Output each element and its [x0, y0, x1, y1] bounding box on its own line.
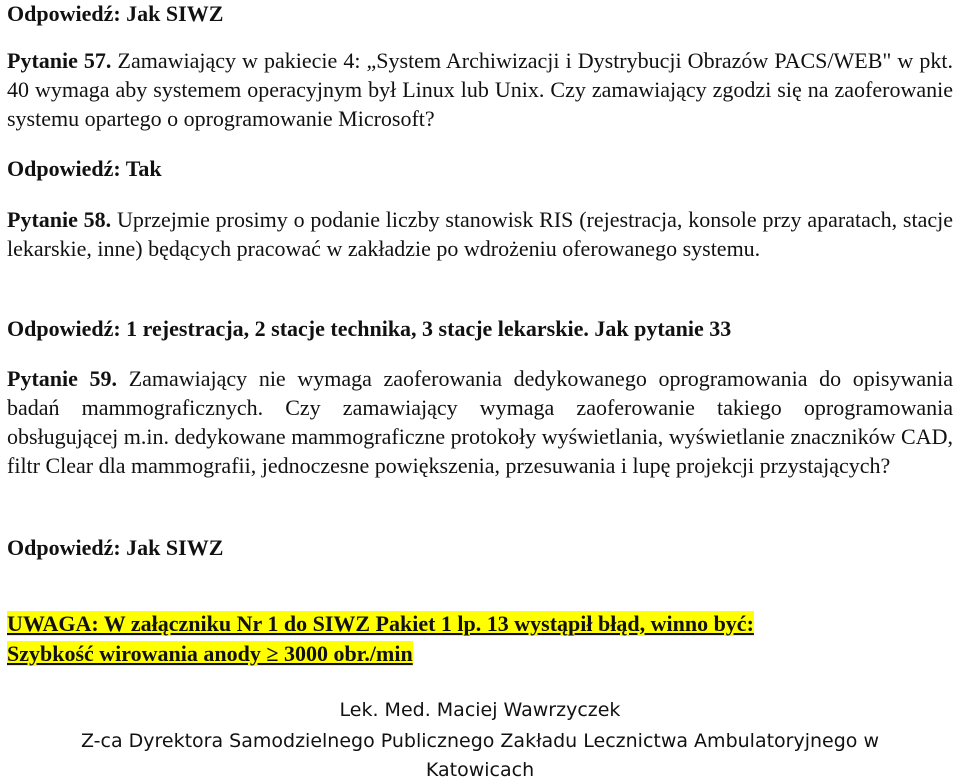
question-57-label: Pytanie 57.	[7, 48, 112, 73]
warning-text-1: UWAGA: W załączniku Nr 1 do SIWZ Pakiet 1 lp. 13 wystąpił błąd, winno być:	[7, 611, 754, 636]
question-58	[7, 205, 953, 263]
signature-title-line-2: Katowicach	[425, 759, 535, 781]
question-58-text: Uprzejmie prosimy o podanie liczby stanowisk RIS (rejestracja, konsole przy aparatach, stacje lekarskie, inne) będących pracować w zakładzie po wdrożeniu oferowanego systemu.	[7, 207, 953, 261]
signature-title-line-1: Z-ca Dyrektora Samodzielnego Publicznego Zakładu Lecznictwa Ambulatoryjnego w	[80, 730, 879, 752]
question-59	[7, 364, 953, 480]
answer-58: Odpowiedź: 1 rejestracja, 2 stacje technika, 3 stacje lekarskie. Jak pytanie 33	[7, 316, 732, 341]
warning-line-2	[7, 640, 413, 668]
answer-57: Odpowiedź: Tak	[7, 156, 162, 181]
question-59-text: Zamawiający nie wymaga zaoferowania dedykowanego oprogramowania do opisywania badań mammograficznych. Czy zamawiający wymaga zaoferowanie takiego oprogramowania obsługującej m.in. dedykowane mammograficzne protokoły wyświetlania, wyświetlanie znaczników CAD, filtr Clear dla mammografii, jednoczesne powiększenia, przesuwania i lupę projekcji przystających?	[7, 366, 954, 478]
question-57	[7, 46, 953, 133]
signature-name: Lek. Med. Maciej Wawrzyczek	[339, 699, 621, 721]
answer-59: Odpowiedź: Jak SIWZ	[7, 535, 224, 560]
question-58-label: Pytanie 58.	[7, 207, 112, 232]
question-59-label: Pytanie 59.	[7, 366, 118, 391]
answer-56: Odpowiedź: Jak SIWZ	[7, 1, 224, 26]
question-57-text: Zamawiający w pakiecie 4: „System Archiwizacji i Dystrybucji Obrazów PACS/WEB" w pkt. 40 wymaga aby systemem operacyjnym był Linux lub Unix. Czy zamawiający zgodzi się na zaoferowanie systemu opartego o oprogramowanie Microsoft?	[7, 48, 953, 131]
warning-text-2: Szybkość wirowania anody ≥ 3000 obr./min	[7, 641, 413, 666]
warning-line-1	[7, 610, 754, 638]
